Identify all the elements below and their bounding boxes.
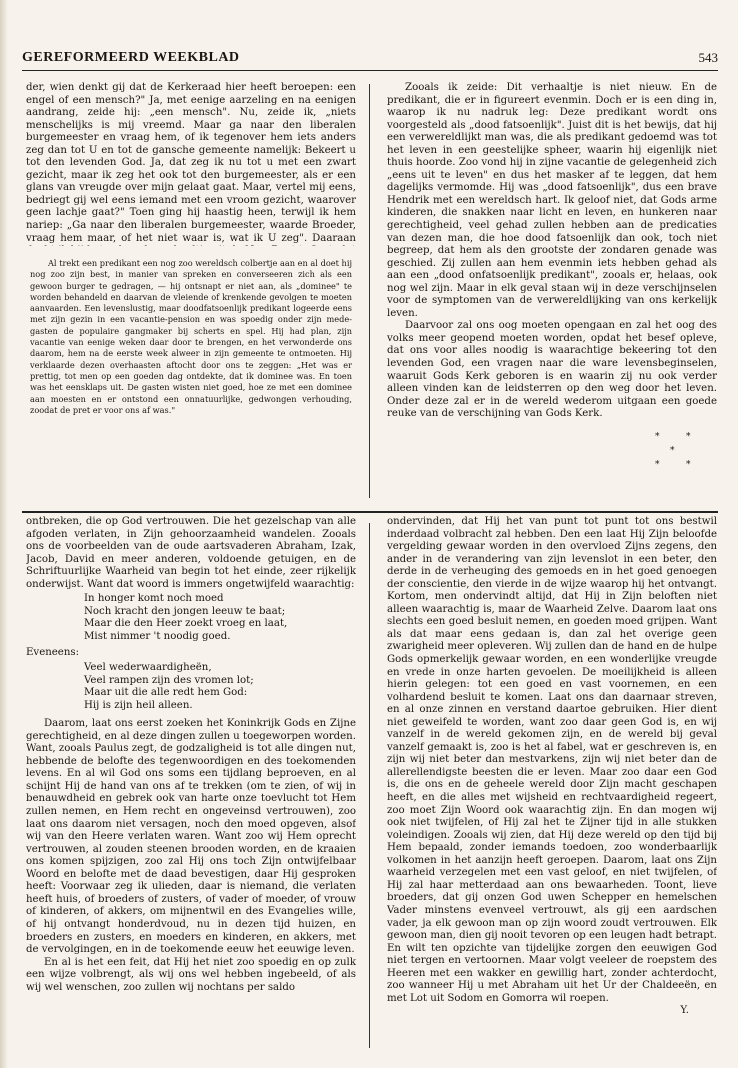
column-1-lower [26,516,356,1046]
asterisk: * [670,445,675,456]
paragraph: ontbreken, die op God vertrouwen. Die het gezelschap van alle afgoden verlaten, in Zijn gehoorzaamheid wandelen. Zooals ons de voorbeelden van de oude aartsvaderen Abraham, Izak, Jacob, David en meer anderen, voldoende getuigen, en de Schriftuurlijke Waarheid van begin tot het einde, zeer rijkelijk onderwijst. Want dat woord is immers ongetwijfeld waarachtig: [26,516,356,590]
excerpt-text: Al trekt een predikant een nog zoo wereldsch colbertje aan en al doet hij nog zoo zijn best, in manier van spreken en converseeren zich als een gewoon burger te gedragen, — hij ontsnapt er niet aan, als „dominee" te worden behandeld en daarvan de vleiende of krenkende gevolgen te moeten aanvaarden. Een levenslustig, maar doodfatsoenlijk predikant logeerde eens met zijn gezin in een vacantie-pension en was spoedig onder zijn mede-gasten de populaire gangmaker bij scherts en spel. Hij had plan, zijn vacantie van eenige weken daar door te brengen, en het verwonderde ons daarom, hem na de eerste week alweer in zijn gemeente te ontmoeten. Hij verklaarde dezen overhaasten aftocht door ons te zeggen: „Het was er prettig, tot men op een goeden dag ontdekte, dat ik dominee was. En toen was het eensklaps uit. De gasten wisten niet goed, hoe ze met een dominee aan moesten en er ontstond een onnatuurlijke, gedwongen verhouding, zoodat de pret er voor ons af was." [30,258,352,415]
page-number: 543 [698,50,718,65]
asterisk: * [655,431,660,442]
column-1-upper [26,82,356,246]
verse-line: Hij is zijn heil alleen. [84,699,193,711]
verse-line: Maar die den Heer zoekt vroeg en laat, [84,618,288,630]
verse-intro: Eveneens: [26,647,80,659]
verse-line: Mist nimmer 't noodig goed. [84,630,231,642]
paragraph: der, wien denkt gij dat de Kerkeraad hier heeft beroepen: een engel of een mensch?" Ja, met eenige aarzeling en na eenigen aandrang, zeide hij: „een mensch". Nu, zeide ik, „niets menschelijks is mij vreemd. Maar ga naar den liberalen burgemeester en vraag hem, of ik tegenover hem iets anders zeg dan tot U en tot de gansche gemeente namelijk: Bekeert u tot den levenden God. Ja, dat zeg ik nu tot u met een zwart gezicht, maar ik zeg het ook tot den burgemeester, als er een glans van vreugde over mijn gelaat gaat. Maar, vertel mij eens, bedriegt gij wel eens iemand met een vroom gezicht, waarover geen lachje gaat?" Toen ging hij haastig heen, terwijl ik hem nariep: „Ga naar den liberalen burgemeester, waarde Broeder, vraag hem maar, of het niet waar is, wat ik U zeg". Daaraan [26,82,356,244]
asterisk: * [686,459,691,470]
column-divider [369,84,370,498]
section-rule [22,511,718,513]
author-signature: Y. [680,1005,689,1017]
verse-line: Veel rampen zijn des vromen lot; [84,674,254,686]
verse-line: Veel wederwaardigheën, [84,662,212,674]
page-header [22,50,718,68]
column-2-upper [387,82,717,482]
verse-2 [26,662,356,712]
paragraph: En al is het een feit, dat Hij het niet zoo spoedig en op zulk een wijze volbrengt, als wij ons wel hebben ingebeeld, of als wij wel wenschen, zoo zullen wij nochtans per saldo [26,956,356,993]
quoted-excerpt [30,258,352,501]
column-2-lower [387,516,717,1046]
header-rule [22,70,718,71]
page-edge-shadow [0,0,8,1068]
verse-1 [26,593,356,643]
verse-line: Maar uit die alle redt hem God: [84,687,248,699]
verse-line: Noch kracht den jongen leeuw te baat; [84,605,286,617]
publication-title: GEREFORMEERD WEEKBLAD [22,50,240,65]
paragraph: Daarom, laat ons eerst zoeken het Koninkrijk Gods en Zijne gerechtigheid, en al deze dingen zullen u toegeworpen worden. Want, zooals Paulus zegt, de godzaligheid is tot alle dingen nut, hebbende de belofte des tegenwoordigen en des toekomenden levens. En al wil God ons soms een tijdlang beproeven, en al schijnt Hij de hand van ons af te trekken (om te zien, of wij in benauwdheid en gebrek ook van harte onze toevlucht tot Hem zullen nemen, en Hem recht en ongeveinsd vertrouwen), zoo laat ons daarom niet versagen, noch den moed opgeven, alsof wij van den Heere verlaten waren. Want zoo wij Hem oprecht vertrouwen, al zouden steenen brooden worden, en de kraaien ons komen spijzigen, zoo zal Hij ons toch Zijn ontwijfelbaar Woord en belofte met de daad bevestigen, daar Hij gesproken heeft: Voorwaar zeg ik ulieden, daar is niemand, die verlaten heeft huis, of broeders of zusters, of vader of moeder, of vrouw of kinderen, of akkers, om mijnentwil en des Evangelies wille, of hij ontvangt honderdvoud, nu in dezen tijd huizen, en broeders en zusters, en moeders en kinderen, en akkers, met de vervolgingen, en in de toekomende eeuw het eeuwige leven. [26,718,356,956]
column-divider [369,523,370,1048]
asterisk: * [655,459,660,470]
asterisk: * [686,431,691,442]
paragraph: Daarvoor zal ons oog moeten opengaan en zal het oog des volks meer geopend moeten worden, opdat het besef opleve, dat ons voor alles noodig is waarachtige bekeering tot den levenden God, een vragen naar die ware levensbeginselen, waaruit Gods Kerk geboren is en waarin zij nu ook verder alleen vinden kan de leidsterren op den weg door het leven. Onder deze zal er in de wereld wederom uitgaan een goede reuke van de verschijning van Gods Kerk. [387,320,717,420]
paragraph: Zooals ik zeide: Dit verhaaltje is niet nieuw. En de predikant, die er in figureert evenmin. Doch er is een ding in, waarop ik nu nadruk leg: Deze predikant wordt ons voorgesteld als „dood fatsoenlijk". Juist dit is het bewijs, dat hij een verwereldlijkt man was, die als predikant gedoemd was tot het leven in een geestelijke spheer, waarin hij eigenlijk niet thuis hoorde. Zoo vond hij in zijne vacantie de gelegenheid zich „eens uit te leven" en dus het masker af te leggen, dat hem dagelijks vermomde. Hij was „dood fatsoenlijk", dus een brave Hendrik met een wereldsch hart. Ik geloof niet, dat Gods arme kinderen, die snakken naar licht en leven, en hunkeren naar gerechtigheid, veel gehad zullen hebben aan de predicaties van dezen man, die hoe dood fatsoenlijk dan ook, toch niet begreep, dat hem als den grootste der zondaren genade was geschied. Zij zullen aan hem evenmin iets hebben gehad als aan een „dood onfatsoenlijk predikant", zooals er, helaas, ook nog wel zijn. Maar in elk geval staan wij in deze verschijnselen voor de symptomen van de verwereldlijking van ons kerkelijk leven. [387,82,717,319]
verse-line: In honger komt noch moed [84,593,224,605]
paragraph: ondervinden, dat Hij het van punt tot punt tot ons bestwil inderdaad volbracht zal hebben. Den een laat Hij Zijn beloofde vergelding gewaar worden in den overvloed Zijns zegens, den ander in de verandering van zijn levenslot in een beter, den derde in de verheuging des gemoeds en in het goed genoegen der conscientie, den vierde in de wijze waarop hij het ontvangt. Kortom, men ondervindt altijd, dat Hij in Zijn beloften niet alleen waarachtig is, maar de Waarheid Zelve. Daarom laat ons slechts een goed besluit nemen, en goeden moed grijpen. Want als dat maar eens gedaan is, dan zal het overige geen zwarigheid meer opleveren. Wij zullen dan de hand en de hulpe Gods opmerkelijk gewaar worden, en een wonderlijke vreugde en vrede in onze harten gevoelen. De moeilijkheid is alleen hierin gelegen: tot een goed en vast voornemen, en een volhardend besluit te komen. Laat ons dan daarnaar streven, en al onze zinnen en verstand daartoe gebruiken. Hier dient niet geweifeld te worden, want zoo daar geen God is, en wij vanzelf in de wereld gekomen zijn, en de wereld bij geval vanzelf gemaakt is, zoo is het al fabel, wat er geschreven is, en zijn wij niet beter dan mestvarkens, zijn wij niet beter dan de allerellendigste beesten die er leven. Maar zoo daar een God is, die ons en de geheele wereld door Zijn macht geschapen heeft, en die alles met wijsheid en rechtvaardigheid regeert, zoo moet Zijn Woord ook waarachtig zijn. En dan mogen wij ook niet twijfelen, of Hij zal het te Zijner tijd in alle stukken voleindigen. Zooals wij zien, dat Hij deze wereld op den tijd bij Hem bepaald, zonder iemands toedoen, zoo wonderbaarlijk volkomen in het aanzijn heeft geroepen. Daarom, laat ons Zijn waarheid verzegelen met een vast geloof, en niet twijfelen, of Hij zal haar metterdaad aan ons bewaarheden. Toont, lieve broeders, dat gij onzen God uwen Schepper en hemelschen Vader minstens evenveel vertrouwt, als gij een aardschen vader, ja elk gewoon man op zijn woord zoudt vertrouwen. Elk gewoon man, dien gij nooit tevoren op een leugen hadt betrapt. En wilt ten opzichte van tijdelijke zorgen den eeuwigen God niet tergen en vertoornen. Maar volgt veeleer de roepstem des Heeren met een wakker en gewillig hart, zonder achterdocht, zoo wanneer Hij u met Abraham uit het Ur der Chaldeeën, en met Lot uit Sodom en Gomorra wil roepen. [387,516,717,1004]
section-end-ornament [387,425,717,469]
